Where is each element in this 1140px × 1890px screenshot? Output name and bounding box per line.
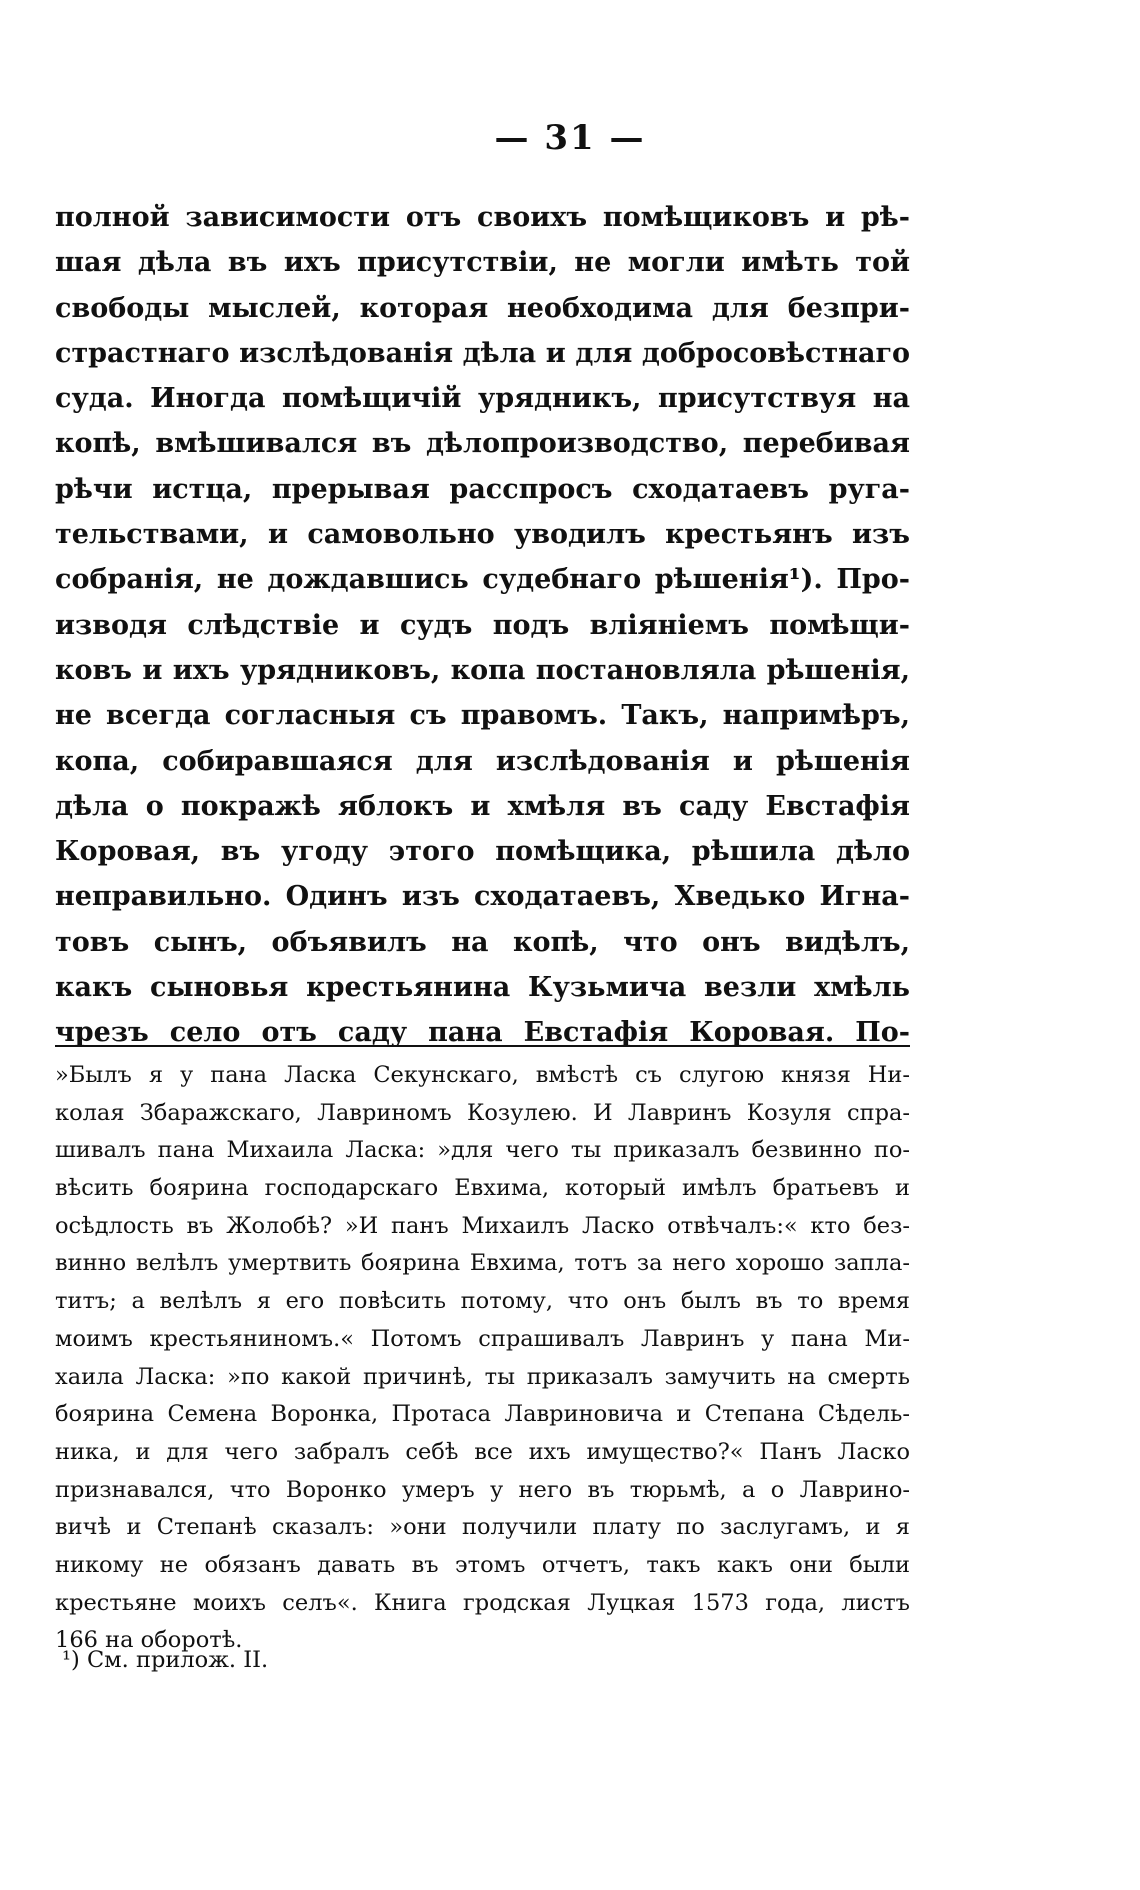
footnote-line: признавался, что Воронко умеръ у него въ тюрьмѣ, а о Лаврино- (55, 1476, 910, 1503)
footnote-line: колая Збаражскаго, Лавриномъ Козулею. И Лавринъ Козуля спра- (55, 1099, 910, 1126)
text-line: свободы мыслей, которая необходима для безпри- (55, 292, 910, 324)
text-line: не всегда согласныя съ правомъ. Такъ, напримѣръ, (55, 700, 910, 732)
footnote-line: шивалъ пана Михаила Ласка: »для чего ты приказалъ безвинно по- (55, 1137, 910, 1164)
text-line: Коровая, въ угоду этого помѣщика, рѣшила дѣло (55, 836, 910, 868)
text-line: дѣла о покражѣ яблокъ и хмѣля въ саду Евстафія (55, 790, 910, 822)
main-text-block (55, 195, 910, 1056)
footnote-line: моимъ крестьяниномъ.« Потомъ спрашивалъ Лавринъ у пана Ми- (55, 1325, 910, 1352)
text-line: страстнаго изслѣдованія дѣла и для добросовѣстнаго (55, 337, 910, 369)
endnote: ¹) См. прилож. II. (62, 1647, 269, 1673)
text-line: копа, собиравшаяся для изслѣдованія и рѣшенія (55, 745, 910, 777)
text-line: тельствами, и самовольно уводилъ крестьянъ изъ (55, 519, 910, 551)
text-line: чрезъ село отъ саду пана Евстафія Коровая. По- (55, 1017, 910, 1049)
text-line: рѣчи истца, прерывая расспросъ сходатаевъ руга- (55, 473, 910, 505)
page-number: — 31 — (494, 118, 646, 158)
footnote-divider (55, 1045, 910, 1047)
footnote-line: ника, и для чего забралъ себѣ все ихъ имущество?« Панъ Ласко (55, 1438, 910, 1465)
footnote-block (55, 1057, 910, 1660)
text-line: изводя слѣдствіе и судъ подъ вліяніемъ помѣщи- (55, 609, 910, 641)
footnote-line: никому не обязанъ давать въ этомъ отчетъ, такъ какъ они были (55, 1551, 910, 1578)
text-line: полной зависимости отъ своихъ помѣщиковъ и рѣ- (55, 202, 910, 233)
text-line: товъ сынъ, объявилъ на копѣ, что онъ видѣлъ, (55, 926, 910, 958)
footnote-line: вичѣ и Степанѣ сказалъ: »они получили плату по заслугамъ, и я (55, 1514, 910, 1541)
footnote-line: крестьяне моихъ селъ«. Книга гродская Луцкая 1573 года, листъ (55, 1589, 910, 1616)
text-line: собранія, не дождавшись судебнаго рѣшенія¹). Про- (55, 564, 910, 596)
text-line: шая дѣла въ ихъ присутствіи, не могли имѣть той (55, 247, 910, 279)
footnote-line: винно велѣлъ умертвить боярина Евхима, тотъ за него хорошо запла- (55, 1250, 910, 1277)
footnote-line: титъ; а велѣлъ я его повѣсить потому, что онъ былъ въ то время (55, 1288, 910, 1315)
footnote-line: осѣдлость въ Жолобѣ? »И панъ Михаилъ Ласко отвѣчалъ:« кто без- (55, 1212, 910, 1239)
text-line: копѣ, вмѣшивался въ дѣлопроизводство, перебивая (55, 428, 910, 460)
text-line: какъ сыновья крестьянина Кузьмича везли хмѣль (55, 972, 910, 1004)
footnote-line: вѣсить боярина господарскаго Евхима, который имѣлъ братьевъ и (55, 1175, 910, 1202)
text-line: суда. Иногда помѣщичій урядникъ, присутствуя на (55, 383, 910, 415)
footnote-line: боярина Семена Воронка, Протаса Лавриновича и Степана Сѣдель- (55, 1401, 910, 1428)
text-line: неправильно. Одинъ изъ сходатаевъ, Хведько Игна- (55, 881, 910, 913)
footnote-line: хаила Ласка: »по какой причинѣ, ты приказалъ замучить на смерть (55, 1363, 910, 1390)
footnote-line: 166 на оборотѣ. (55, 1627, 243, 1654)
text-line: ковъ и ихъ урядниковъ, копа постановляла рѣшенія, (55, 654, 910, 686)
footnote-line: »Былъ я у пана Ласка Секунскаго, вмѣстѣ съ слугою князя Ни- (55, 1062, 910, 1088)
